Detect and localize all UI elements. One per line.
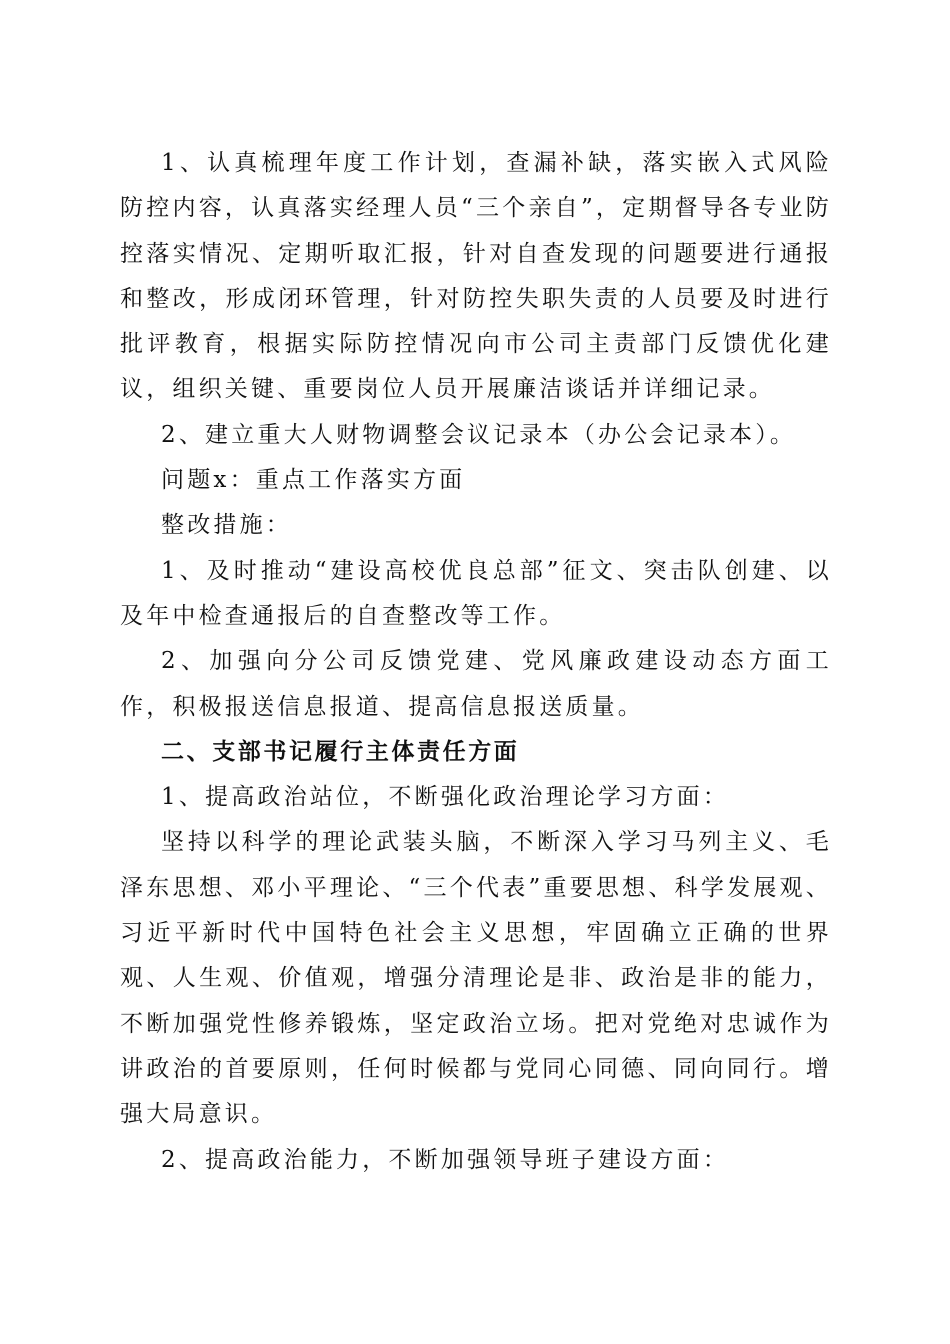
paragraph-feedback-reporting: 2、加强向分公司反馈党建、党风廉政建设动态方面工作，积极报送信息报道、提高信息报送质量。 (120, 648, 832, 720)
paragraph-promote-work: 1、及时推动“建设高校优良总部”征文、突击队创建、以及年中检查通报后的自查整改等工作。 (120, 557, 832, 629)
paragraph-risk-control-plan: 1、认真梳理年度工作计划，查漏补缺，落实嵌入式风险防控内容，认真落实经理人员“三个亲自”，定期督导各专业防控落实情况、定期听取汇报，针对自查发现的问题要进行通报和整改，形成闭环管理，针对防控失职失责的人员要及时进行批评教育，根据实际防控情况向市公司主责部门反馈优化建议，组织关键、重要岗位人员开展廉洁谈话并详细记录。 (120, 150, 832, 403)
paragraph-leadership-building-title: 2、提高政治能力，不断加强领导班子建设方面： (161, 1146, 730, 1173)
paragraph-issue-title: 问题x：重点工作落实方面 (161, 467, 466, 494)
paragraph-meeting-record-book: 2、建立重大人财物调整会议记录本（办公会记录本）。 (161, 421, 797, 448)
document-body (120, 141, 832, 1183)
section-heading: 二、支部书记履行主体责任方面 (161, 738, 520, 765)
paragraph-political-stance-title: 1、提高政治站位，不断强化政治理论学习方面： (161, 784, 730, 811)
paragraph-theory-study: 坚持以科学的理论武装头脑，不断深入学习马列主义、毛泽东思想、邓小平理论、“三个代表”重要思想、科学发展观、习近平新时代中国特色社会主义思想，牢固确立正确的世界观、人生观、价值观，增强分清理论是非、政治是非的能力，不断加强党性修养锻炼，坚定政治立场。把对党绝对忠诚作为讲政治的首要原则，任何时候都与党同心同德、同向同行。增强大局意识。 (120, 829, 832, 1128)
paragraph-rectification-label: 整改措施： (161, 512, 292, 539)
